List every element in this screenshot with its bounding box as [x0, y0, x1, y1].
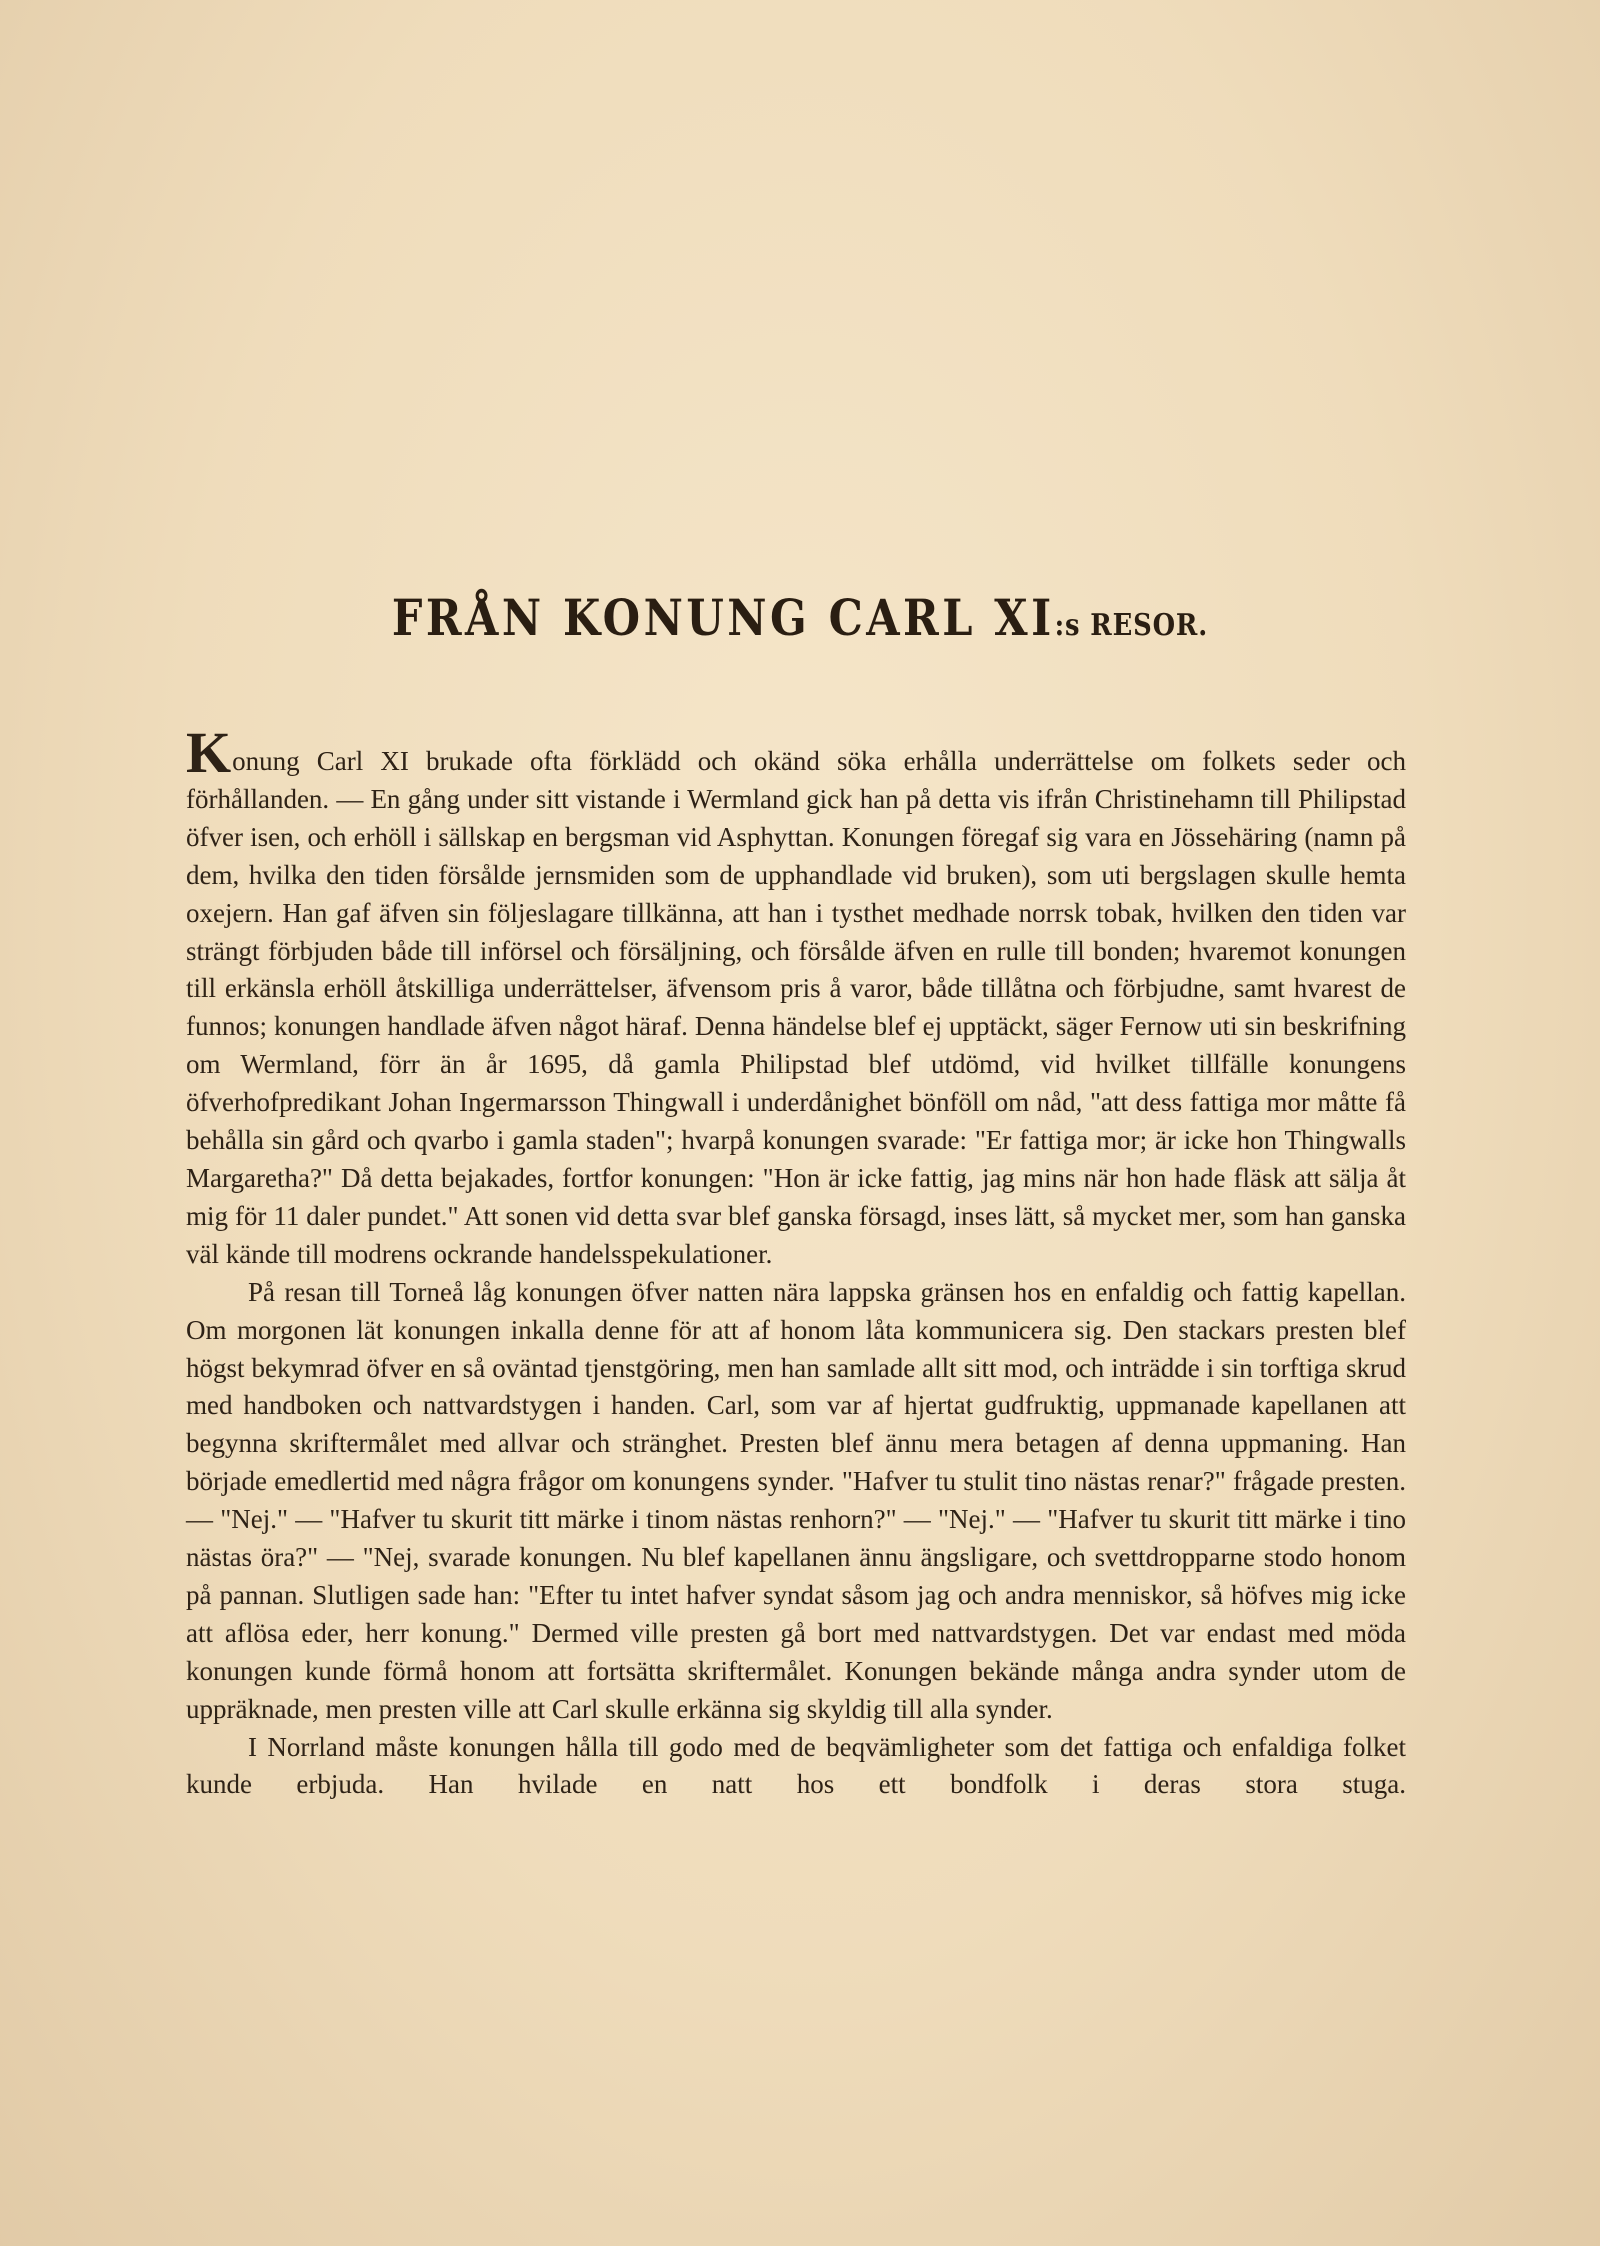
paragraph-3 — [186, 1729, 1406, 1805]
paragraph-2 — [186, 1274, 1406, 1729]
page-title — [112, 588, 1488, 647]
drop-cap: K — [186, 720, 232, 785]
article-body — [186, 720, 1406, 1804]
paragraph-3-text: I Norrland måste konungen hålla till godo med de beqvämligheter som det fattiga och enfaldiga folket kunde erbjuda. Han hvilade en natt hos ett bondfolk i deras stora stuga. — [186, 1731, 1406, 1800]
paragraph-2-text: På resan till Torneå låg konungen öfver natten nära lappska gränsen hos en enfaldig och fattig kapellan. Om morgonen lät konungen inkalla denne för att af honom låta kommunicera sig. Den stackars presten blef högst bekymrad öfver en så oväntad tjenstgöring, men han samlade allt sitt mod, och inträdde i sin torftiga skrud med handboken och nattvardstygen i handen. Carl, som var af hjertat gudfruktig, uppmanade kapellanen att begynna skriftermålet med allvar och stränghet. Presten blef ännu mera betagen af denna uppmaning. Han började emedlertid med några frågor om konungens synder. "Hafver tu stulit tino nästas renar?" frågade presten. — "Nej." — "Hafver tu skurit titt märke i tinom nästas renhorn?" — "Nej." — "Hafver tu skurit titt märke i tino nästas öra?" — "Nej, svarade konungen. Nu blef kapellanen ännu ängsligare, och svettdropparne stodo honom på pannan. Slutligen sade han: "Efter tu intet hafver syndat såsom jag och andra menniskor, så höfves mig icke att aflösa eder, herr konung." Dermed ville presten gå bort med nattvardstygen. Det var endast med möda konungen kunde förmå honom att fortsätta skriftermålet. Konungen bekände många andra synder utom de uppräknade, men presten ville att Carl skulle erkänna sig skyldig till alla synder. — [186, 1276, 1406, 1724]
title-main: FRÅN KONUNG CARL XI — [391, 588, 1055, 647]
paragraph-1 — [186, 720, 1406, 1274]
paragraph-1-text: onung Carl XI brukade ofta förklädd och okänd söka erhålla underrättelse om folkets seder och förhållanden. — En gång under sitt vistande i Wermland gick han på detta vis ifrån Christinehamn till Philipstad öfver isen, och erhöll i sällskap en bergsman vid Asphyttan. Konungen föregaf sig vara en Jössehäring (namn på dem, hvilka den tiden försålde jernsmiden som de upphandlade vid bruken), som uti bergslagen skulle hemta oxejern. Han gaf äfven sin följeslagare tillkänna, att han i tysthet medhade norrsk tobak, hvilken den tiden var strängt förbjuden både till införsel och försäljning, och försålde äfven en rulle till bonden; hvaremot konungen till erkänsla erhöll åtskilliga underrättelser, äfvensom pris å varor, både tillåtna och förbjudne, samt hvarest de funnos; konungen handlade äfven något häraf. Denna händelse blef ej upptäckt, säger Fernow uti sin beskrifning om Wermland, förr än år 1695, då gamla Philipstad blef utdömd, vid hvilket tillfälle konungens öfverhofpredikant Johan Ingermarsson Thingwall i underdånighet bönföll om nåd, "att dess fattiga mor måtte få behålla sin gård och qvarbo i gamla staden"; hvarpå konungen svarade: "Er fattiga mor; är icke hon Thingwalls Margaretha?" Då detta bejakades, fortfor konungen: "Hon är icke fattig, jag mins när hon hade fläsk att sälja åt mig för 11 daler pundet." Att sonen vid detta svar blef ganska försagd, inses lätt, så mycket mer, som han ganska väl kände till modrens ockrande handelsspekulationer. — [186, 746, 1406, 1269]
title-suffix: :s RESOR. — [1054, 608, 1209, 643]
